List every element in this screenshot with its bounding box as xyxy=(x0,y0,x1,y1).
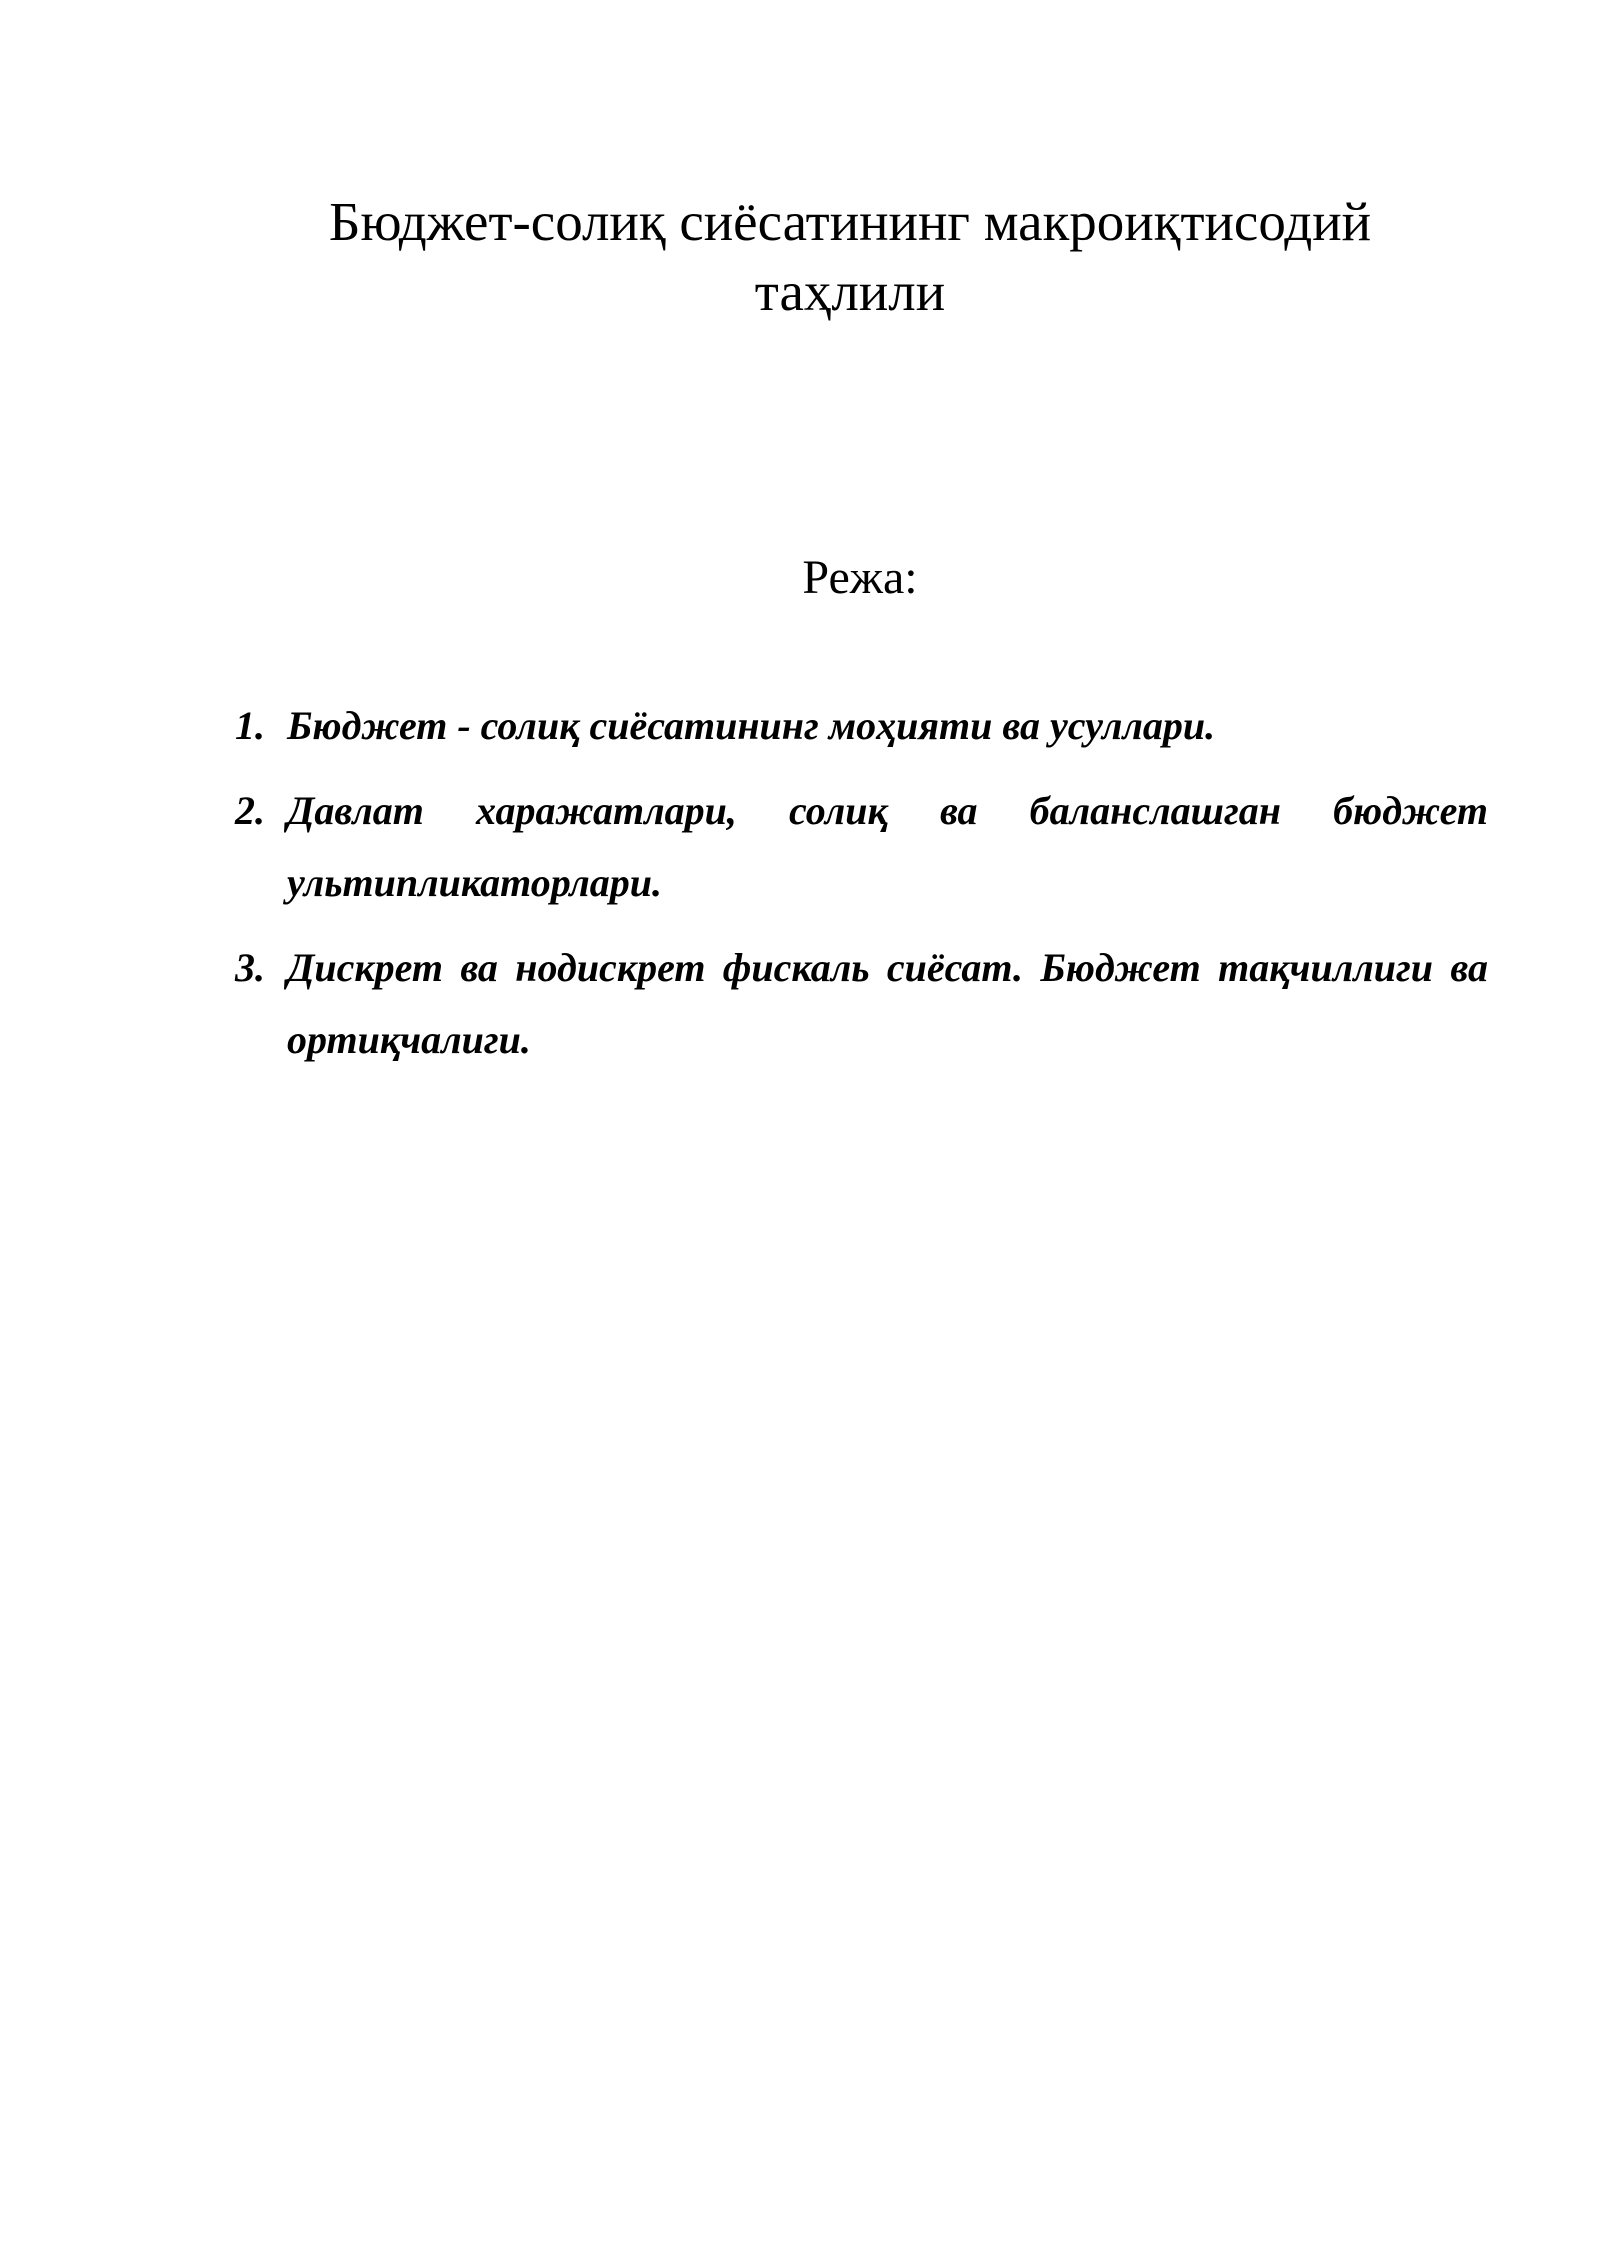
plan-item-text: Давлат харажатлари, солиқ ва баланслашган бюджет ультипликаторлари. xyxy=(287,788,1488,905)
plan-item-number: 2. xyxy=(235,788,265,833)
plan-item-text: Бюджет - солиқ сиёсатининг моҳияти ва усуллари. xyxy=(287,703,1216,748)
plan-item-number: 1. xyxy=(235,703,265,748)
plan-item-text: Дискрет ва нодискрет фискаль сиёсат. Бюджет тақчиллиги ва ортиқчалиги. xyxy=(287,945,1488,1062)
plan-item xyxy=(235,690,1488,762)
document-title: Бюджет-солиқ сиёсатининг макроиқтисодий таҳлили xyxy=(328,190,1372,322)
plan-item xyxy=(235,775,1488,919)
plan-heading: Режа: xyxy=(802,551,918,604)
plan-item-number: 3. xyxy=(235,945,265,990)
plan-item xyxy=(235,932,1488,1076)
plan-list xyxy=(235,690,1488,1089)
